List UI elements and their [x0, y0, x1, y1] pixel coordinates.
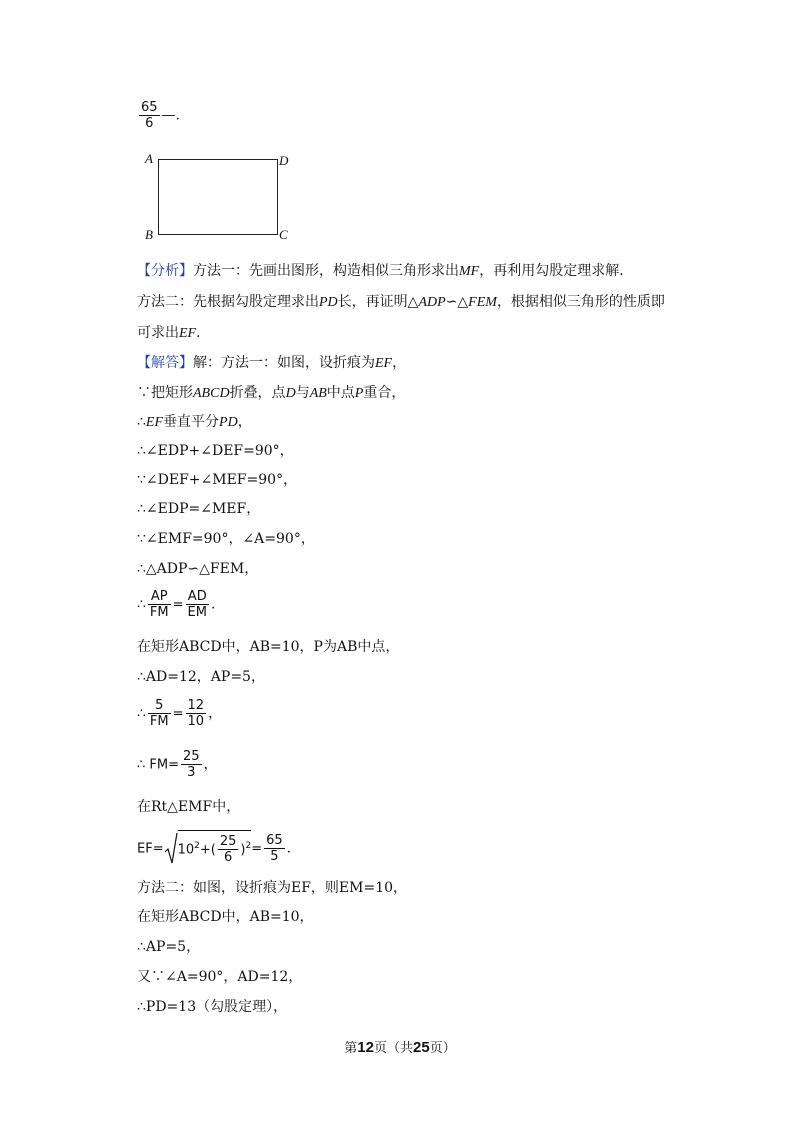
vertex-b-label: B: [145, 227, 153, 242]
solution-step-9: ∴AD=12，AP=5，: [137, 669, 265, 685]
vertex-a-label: A: [145, 151, 153, 166]
analysis-line-3: 可求出EF．: [137, 325, 211, 341]
fraction: $\frac{25}{3}$: [183, 749, 200, 780]
solution-tag: 【解答】: [137, 355, 193, 371]
solution-step-1: ∵把矩形ABCD折叠，点D与AB中点P重合，: [137, 385, 406, 401]
method2-line-4: 又∵∠A=90°，AD=12，: [137, 969, 303, 985]
analysis-line-1: 【分析】方法一：先画出图形，构造相似三角形求出MF，再利用勾股定理求解．: [137, 263, 634, 279]
square-root: $10^2+$( $\frac{25}{6}$ )$^2$: [164, 830, 252, 867]
top-fraction-line: $\frac{65}{6}$ —.: [141, 100, 180, 131]
solution-step-3: ∴∠EDP+∠DEF=90°，: [137, 443, 294, 459]
fraction: $\frac{25}{6}$: [219, 834, 237, 866]
solution-step-6: ∵∠EMF=90°，∠A=90°，: [137, 531, 315, 547]
page-number: 12: [357, 1039, 374, 1056]
method2-line-2: 在矩形ABCD中，AB=10，: [137, 909, 314, 925]
rectangle-abcd: [158, 159, 278, 235]
method2-line-5: ∴PD=13（勾股定理），: [137, 999, 288, 1015]
fraction: $\frac{5}{FM}$: [149, 698, 169, 729]
solution-intro: 【解答】解：方法一：如图，设折痕为EF，: [137, 355, 407, 371]
analysis-tag: 【分析】: [137, 263, 193, 279]
ef-result: $EF= 10^2+$( $\frac{25}{6}$ )$^2$= $\frac{65}{5}$ .: [137, 830, 291, 866]
radical-sign-icon: [164, 832, 178, 866]
page-total: 25: [413, 1039, 430, 1056]
fraction: $\frac{65}{5}$: [266, 833, 283, 865]
fraction: $\frac{AD}{EM}$: [187, 589, 207, 620]
fraction: $\frac{12}{10}$: [187, 698, 205, 729]
fraction: $\frac{AP}{FM}$: [149, 589, 169, 620]
solution-step-10: 在Rt△EMF中，: [137, 799, 241, 815]
solution-step-7: ∴△ADP∽△FEM，: [137, 561, 259, 577]
fm-result: ∴ FM= $\frac{25}{3}$ ，: [137, 749, 218, 780]
method2-line-1: 方法二：如图，设折痕为EF，则EM=10，: [137, 880, 408, 896]
vertex-d-label: D: [279, 153, 289, 168]
analysis-line-2: 方法二：先根据勾股定理求出PD长，再证明△ADP∽△FEM，根据相似三角形的性质即: [137, 294, 665, 310]
vertex-c-label: C: [279, 227, 288, 242]
solution-step-5: ∴∠EDP=∠MEF，: [137, 501, 261, 517]
solution-step-2: ∴EF垂直平分PD，: [137, 414, 252, 430]
page-footer: 第12页（共25页）: [344, 1039, 456, 1056]
ratio-equation-1: ∴ $\frac{AP}{FM}$ = $\frac{AD}{EM}$ .: [137, 589, 216, 620]
ratio-equation-2: ∴ $\frac{5}{FM}$ = $\frac{12}{10}$ ，: [137, 698, 223, 729]
method2-line-3: ∴AP=5，: [137, 939, 201, 955]
solution-step-4: ∵∠DEF+∠MEF=90°，: [137, 472, 298, 488]
solution-step-8: 在矩形ABCD中，AB=10，P为AB中点，: [137, 639, 400, 655]
fraction: $\frac{65}{6}$: [141, 100, 158, 131]
